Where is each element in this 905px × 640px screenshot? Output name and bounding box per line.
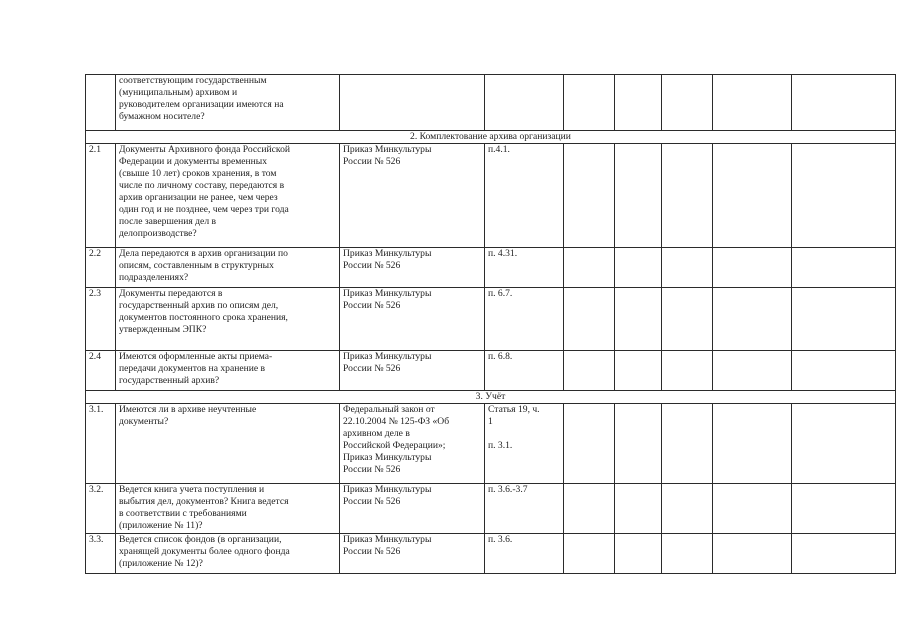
question-cell: Дела передаются в архив организации по описям, составленным в структурных подразделениях? bbox=[116, 248, 340, 288]
answer-cell bbox=[564, 404, 615, 484]
question-cell: соответствующим государственным (муниципальным) архивом и руководителем организации имеются на бумажном носителе? bbox=[116, 75, 340, 131]
answer-cell bbox=[564, 351, 615, 391]
table-row bbox=[86, 75, 896, 131]
notes-cell bbox=[792, 484, 896, 534]
table-row bbox=[86, 404, 896, 484]
notes-cell bbox=[713, 351, 792, 391]
clause-cell: п. 3.6. bbox=[485, 534, 564, 574]
answer-cell bbox=[615, 75, 662, 131]
reference-cell: Приказ Минкультуры России № 526 bbox=[340, 484, 485, 534]
answer-cell bbox=[662, 484, 713, 534]
row-number: 3.2. bbox=[86, 484, 116, 534]
answer-cell bbox=[564, 144, 615, 248]
clause-cell: п. 4.31. bbox=[485, 248, 564, 288]
reference-cell: Приказ Минкультуры России № 526 bbox=[340, 534, 485, 574]
answer-cell bbox=[615, 484, 662, 534]
clause-cell: п.4.1. bbox=[485, 144, 564, 248]
clause-cell: п. 3.6.-3.7 bbox=[485, 484, 564, 534]
clause-cell: п. 6.8. bbox=[485, 351, 564, 391]
section-title: 2. Комплектование архива организации bbox=[86, 131, 896, 144]
answer-cell bbox=[615, 351, 662, 391]
answer-cell bbox=[615, 288, 662, 351]
answer-cell bbox=[615, 144, 662, 248]
answer-cell bbox=[662, 288, 713, 351]
row-number: 2.1 bbox=[86, 144, 116, 248]
question-cell: Документы Архивного фонда Российской Федерации и документы временных (свыше 10 лет) сроков хранения, в том числе по личному составу, передаются в архив организации не ранее, чем через один год и не позднее, чем через три года после завершения дел в делопроизводстве? bbox=[116, 144, 340, 248]
answer-cell bbox=[564, 534, 615, 574]
notes-cell bbox=[713, 484, 792, 534]
reference-cell: Приказ Минкультуры России № 526 bbox=[340, 248, 485, 288]
reference-cell: Приказ Минкультуры России № 526 bbox=[340, 288, 485, 351]
question-cell: Ведется список фондов (в организации, хранящей документы более одного фонда (приложение № 12)? bbox=[116, 534, 340, 574]
row-number: 3.3. bbox=[86, 534, 116, 574]
reference-cell: Приказ Минкультуры России № 526 bbox=[340, 351, 485, 391]
notes-cell bbox=[713, 75, 792, 131]
answer-cell bbox=[615, 404, 662, 484]
answer-cell bbox=[662, 351, 713, 391]
answer-cell bbox=[615, 248, 662, 288]
answer-cell bbox=[564, 75, 615, 131]
notes-cell bbox=[792, 75, 896, 131]
notes-cell bbox=[792, 288, 896, 351]
reference-cell bbox=[340, 75, 485, 131]
section-title: 3. Учёт bbox=[86, 391, 896, 404]
notes-cell bbox=[792, 404, 896, 484]
table-row bbox=[86, 484, 896, 534]
notes-cell bbox=[713, 288, 792, 351]
table-row bbox=[86, 248, 896, 288]
answer-cell bbox=[564, 288, 615, 351]
notes-cell bbox=[713, 248, 792, 288]
clause-cell: п. 6.7. bbox=[485, 288, 564, 351]
notes-cell bbox=[792, 534, 896, 574]
notes-cell bbox=[792, 248, 896, 288]
row-number: 2.2 bbox=[86, 248, 116, 288]
checklist-table bbox=[85, 74, 896, 574]
notes-cell bbox=[713, 534, 792, 574]
answer-cell bbox=[564, 248, 615, 288]
reference-cell: Приказ Минкультуры России № 526 bbox=[340, 144, 485, 248]
num-cell bbox=[86, 75, 116, 131]
clause-cell: Статья 19, ч. 1 п. 3.1. bbox=[485, 404, 564, 484]
table-row bbox=[86, 351, 896, 391]
question-cell: Имеются оформленные акты приема- передачи документов на хранение в государственный архив? bbox=[116, 351, 340, 391]
notes-cell bbox=[713, 144, 792, 248]
answer-cell bbox=[662, 404, 713, 484]
row-number: 3.1. bbox=[86, 404, 116, 484]
answer-cell bbox=[662, 248, 713, 288]
answer-cell bbox=[662, 144, 713, 248]
answer-cell bbox=[615, 534, 662, 574]
row-number: 2.4 bbox=[86, 351, 116, 391]
question-cell: Имеются ли в архиве неучтенные документы? bbox=[116, 404, 340, 484]
section-header-row bbox=[86, 391, 896, 404]
notes-cell bbox=[792, 144, 896, 248]
reference-cell: Федеральный закон от 22.10.2004 № 125-ФЗ «Об архивном деле в Российской Федерации»; Приказ Минкультуры России № 526 bbox=[340, 404, 485, 484]
table-row bbox=[86, 534, 896, 574]
table-row bbox=[86, 288, 896, 351]
answer-cell bbox=[662, 75, 713, 131]
table-row bbox=[86, 144, 896, 248]
notes-cell bbox=[713, 404, 792, 484]
notes-cell bbox=[792, 351, 896, 391]
answer-cell bbox=[564, 484, 615, 534]
question-cell: Документы передаются в государственный архив по описям дел, документов постоянного срока хранения, утвержденным ЭПК? bbox=[116, 288, 340, 351]
answer-cell bbox=[662, 534, 713, 574]
question-cell: Ведется книга учета поступления и выбытия дел, документов? Книга ведется в соответствии с требованиями (приложение № 11)? bbox=[116, 484, 340, 534]
section-header-row bbox=[86, 131, 896, 144]
clause-cell bbox=[485, 75, 564, 131]
row-number: 2.3 bbox=[86, 288, 116, 351]
